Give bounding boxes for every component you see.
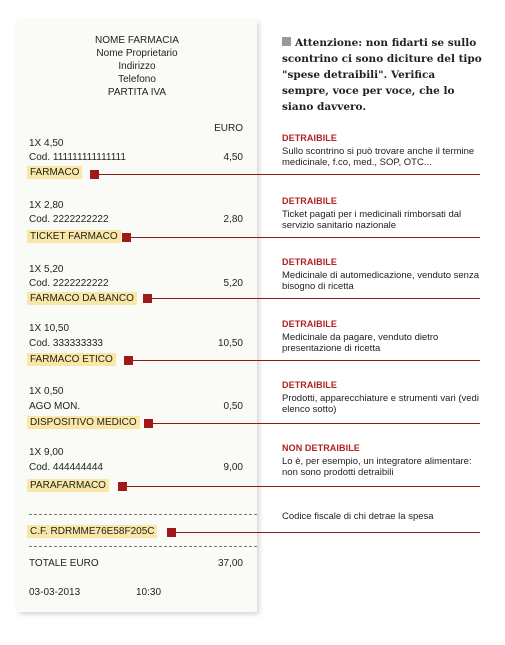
annotation-ticket-farmaco bbox=[282, 196, 487, 231]
leader-line bbox=[131, 237, 480, 238]
leader-line bbox=[176, 532, 480, 533]
leader-line bbox=[133, 360, 480, 361]
item-qty-price: 1X 0,50 bbox=[29, 386, 64, 397]
item-category: FARMACO ETICO bbox=[27, 353, 116, 366]
annotation-farmaco-da-banco bbox=[282, 257, 487, 292]
item-category: DISPOSITIVO MEDICO bbox=[27, 416, 140, 429]
item-category: TICKET FARMACO bbox=[27, 230, 121, 243]
annotation-text: Medicinale da pagare, venduto dietro presentazione di ricetta bbox=[282, 332, 439, 354]
marker-square bbox=[122, 233, 131, 242]
item-amount: 9,00 bbox=[223, 462, 243, 473]
pharmacy-name: NOME FARMACIA bbox=[95, 35, 179, 46]
item-amount: 0,50 bbox=[223, 401, 243, 412]
marker-square bbox=[144, 419, 153, 428]
item-qty-price: 1X 5,20 bbox=[29, 264, 64, 275]
annotation-title: DETRAIBILE bbox=[282, 319, 337, 329]
annotation-title: DETRAIBILE bbox=[282, 380, 337, 390]
receipt bbox=[17, 20, 257, 612]
item-code: Cod. 333333333 bbox=[29, 338, 103, 349]
annotation-title: NON DETRAIBILE bbox=[282, 443, 360, 453]
annotation-title: DETRAIBILE bbox=[282, 257, 337, 267]
owner-name: Nome Proprietario bbox=[96, 48, 178, 59]
marker-square bbox=[167, 528, 176, 537]
receipt-time: 10:30 bbox=[136, 587, 162, 598]
item-code: Cod. 2222222222 bbox=[29, 278, 109, 289]
marker-square bbox=[143, 294, 152, 303]
annotation-dispositivo-medico bbox=[282, 380, 487, 415]
leader-line bbox=[152, 298, 480, 299]
item-category: FARMACO bbox=[27, 166, 82, 179]
item-qty-price: 1X 10,50 bbox=[29, 323, 70, 334]
fiscal-code: C.F. RDRMME76E58F205C bbox=[27, 525, 157, 538]
bullet-square-icon bbox=[282, 37, 291, 46]
annotation-text: Lo è, per esempio, un integratore alimentare: non sono prodotti detraibili bbox=[282, 456, 472, 478]
item-code: Cod. 111111111111111 bbox=[29, 152, 126, 163]
annotation-parafarmaco bbox=[282, 443, 487, 478]
annotation-text: Medicinale di automedicazione, venduto senza bisogno di ricetta bbox=[282, 270, 479, 292]
attention-text: Attenzione: non fidarti se sullo scontrino ci sono diciture del tipo "spese detraibili". Verifica sempre, voce per voce, che lo siano davvero. bbox=[282, 37, 482, 113]
item-amount: 2,80 bbox=[223, 214, 243, 225]
item-code: Cod. 444444444 bbox=[29, 462, 103, 473]
annotation-text: Prodotti, apparecchiature e strumenti vari (vedi elenco sotto) bbox=[282, 393, 479, 415]
leader-line bbox=[99, 174, 480, 175]
item-code: Cod. 2222222222 bbox=[29, 214, 109, 225]
item-category: FARMACO DA BANCO bbox=[27, 292, 137, 305]
leader-line bbox=[153, 423, 480, 424]
receipt-date: 03-03-2013 bbox=[29, 587, 81, 598]
item-amount: 10,50 bbox=[217, 338, 243, 349]
item-qty-price: 1X 4,50 bbox=[29, 138, 64, 149]
divider bbox=[29, 514, 257, 515]
annotation-farmaco-etico bbox=[282, 319, 487, 354]
annotation-text: Sullo scontrino si può trovare anche il termine medicinale, f.co, med., SOP, OTC... bbox=[282, 146, 475, 168]
total-value: 37,00 bbox=[217, 558, 243, 569]
currency-label: EURO bbox=[214, 123, 243, 134]
divider bbox=[29, 546, 257, 547]
item-amount: 4,50 bbox=[223, 152, 243, 163]
item-category: PARAFARMACO bbox=[27, 479, 109, 492]
attention-note bbox=[282, 35, 482, 115]
item-code: AGO MON. bbox=[29, 401, 81, 412]
annotation-farmaco bbox=[282, 133, 487, 168]
annotation-title: DETRAIBILE bbox=[282, 133, 337, 143]
marker-square bbox=[90, 170, 99, 179]
item-qty-price: 1X 2,80 bbox=[29, 200, 64, 211]
total-label: TOTALE EURO bbox=[29, 558, 99, 569]
item-amount: 5,20 bbox=[223, 278, 243, 289]
annotation-title: DETRAIBILE bbox=[282, 196, 337, 206]
marker-square bbox=[118, 482, 127, 491]
phone: Telefono bbox=[118, 74, 156, 85]
annotation-fiscal-code bbox=[282, 511, 487, 522]
annotation-text: Codice fiscale di chi detrae la spesa bbox=[282, 511, 434, 522]
marker-square bbox=[124, 356, 133, 365]
leader-line bbox=[127, 486, 480, 487]
address: Indirizzo bbox=[118, 61, 156, 72]
annotation-text: Ticket pagati per i medicinali rimborsati dal servizio sanitario nazionale bbox=[282, 209, 462, 231]
vat-number: PARTITA IVA bbox=[107, 87, 167, 98]
item-qty-price: 1X 9,00 bbox=[29, 447, 64, 458]
